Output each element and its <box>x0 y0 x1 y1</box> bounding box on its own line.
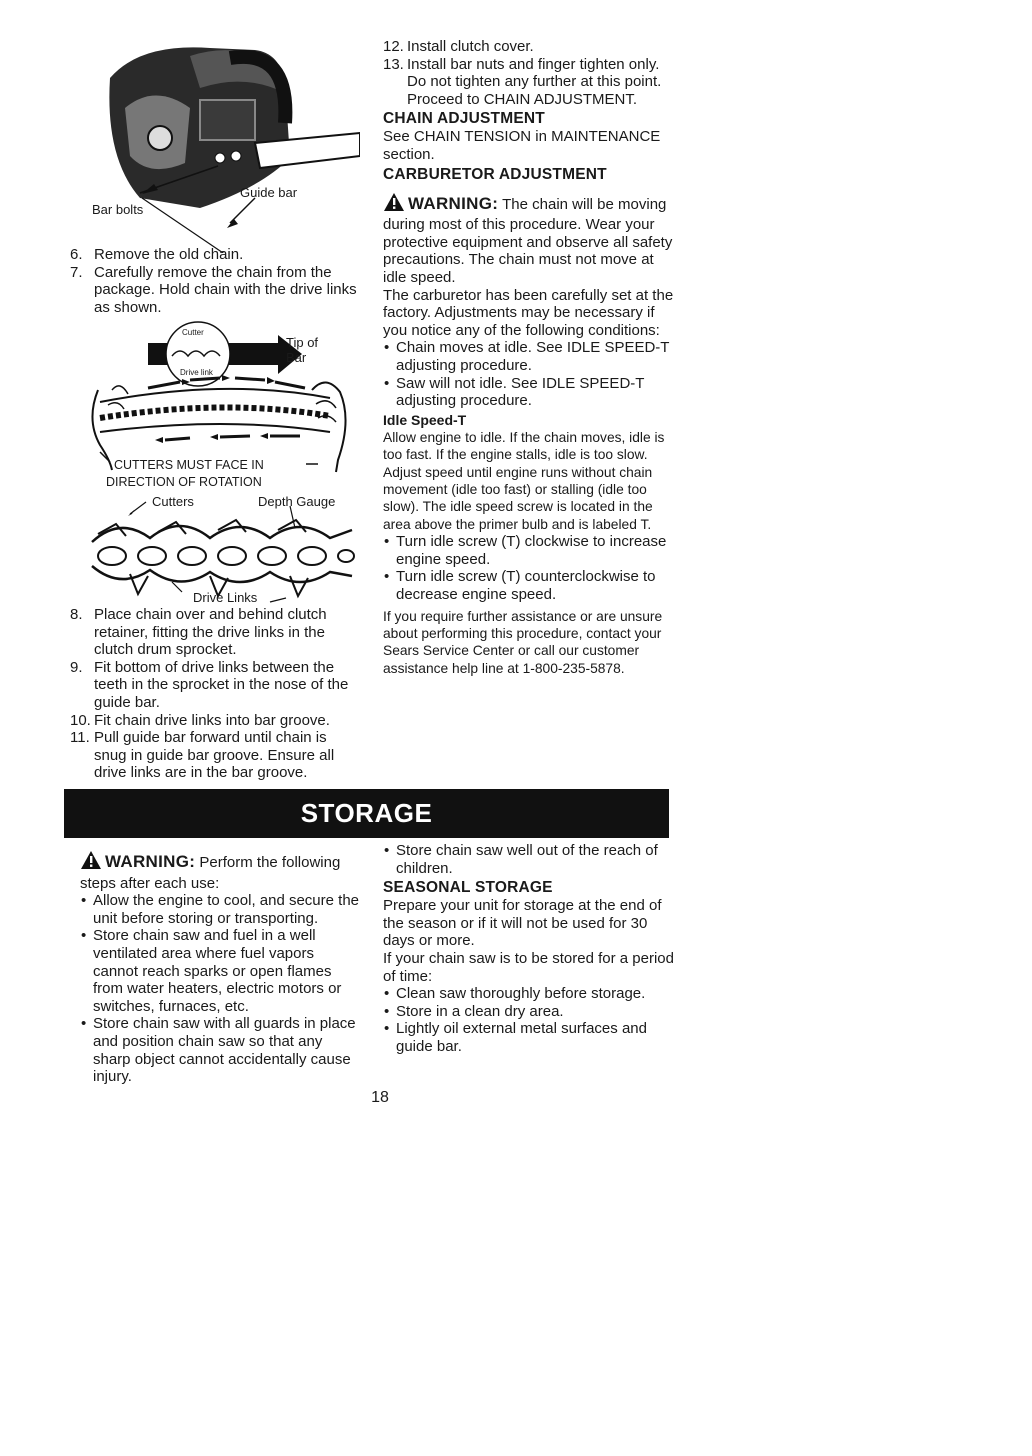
warning-text: Perform the following steps after each use: <box>80 854 341 892</box>
heading-chain-adjustment: CHAIN ADJUSTMENT <box>383 110 545 128</box>
steps-6-7 <box>70 246 360 316</box>
seasonal-paragraph-1: Prepare your unit for storage at the end of the season or if it will not be used for 30 days or more. <box>383 897 662 950</box>
caption-cutters-face: CUTTERS MUST FACE IN <box>114 458 264 472</box>
storage-bullets <box>80 892 360 1086</box>
step-12: 12. Install clutch cover. <box>383 38 534 55</box>
carburetor-paragraph: The carburetor has been carefully set at the factory. Adjustments may be necessary if you notice any of the following conditions: <box>383 286 674 339</box>
label-drive-link: Drive link <box>180 368 213 377</box>
list-item: • Saw will not idle. See IDLE SPEED-T adjusting procedure. <box>383 375 675 410</box>
seasonal-bullets <box>383 985 675 1055</box>
storage-right-bullets <box>383 842 675 877</box>
step-8: 8. Place chain over and behind clutch retainer, fitting the drive links in the clutch drum sprocket. <box>70 606 327 659</box>
heading-seasonal-storage: SEASONAL STORAGE <box>383 879 553 897</box>
list-item: • Lightly oil external metal surfaces and guide bar. <box>383 1020 675 1055</box>
carburetor-conditions <box>383 339 675 409</box>
list-item: • Store chain saw well out of the reach of children. <box>383 842 675 877</box>
storage-left-column <box>80 850 360 1086</box>
page-number: 18 <box>371 1089 389 1106</box>
list-item: • Store chain saw with all guards in place and position chain saw so that any sharp object cannot accidentally cause injury. <box>80 1015 360 1085</box>
step-7: 7. Carefully remove the chain from the package. Hold chain with the drive links as shown. <box>70 263 357 316</box>
label-guide-bar: Guide bar <box>240 185 298 200</box>
step-10: 10. Fit chain drive links into bar groove. <box>70 711 330 729</box>
list-item: • Allow the engine to cool, and secure the unit before storing or transporting. <box>80 892 360 927</box>
warning-icon <box>383 192 405 217</box>
list-item: • Turn idle screw (T) clockwise to increase engine speed. <box>383 533 675 568</box>
step-6: 6. Remove the old chain. <box>70 246 244 263</box>
label-bar-bolts: Bar bolts <box>92 202 144 217</box>
step-13: 13. Install bar nuts and finger tighten only. Do not tighten any further at this point. Proceed to CHAIN ADJUSTMENT. <box>383 55 662 108</box>
figure-chain-rotation <box>90 320 360 492</box>
figure-chain-parts <box>90 494 360 606</box>
label-cutters: Cutters <box>152 494 194 509</box>
storage-warning <box>80 850 360 892</box>
label-depth-gauge: Depth Gauge <box>258 494 336 509</box>
list-item: • Store in a clean dry area. <box>383 1003 675 1021</box>
list-item: • Store chain saw and fuel in a well ventilated area where fuel vapors cannot reach sparks or open flames from water heaters, electric motors or switches, furnaces, etc. <box>80 927 360 1015</box>
right-column-top <box>383 38 675 677</box>
storage-banner: STORAGE <box>64 789 669 838</box>
heading-carburetor-adjustment: CARBURETOR ADJUSTMENT <box>383 165 607 183</box>
list-item: • Turn idle screw (T) counterclockwise to decrease engine speed. <box>383 568 675 603</box>
idle-speed-bullets <box>383 533 675 603</box>
idle-speed-paragraph: Allow engine to idle. If the chain moves, idle is too fast. If the engine stalls, idle is too slow. Adjust speed until engine runs without chain movement (idle too fast) or stalling (idle too slow). The idle speed screw is located in the area above the primer bulb and is labeled T. <box>383 429 665 532</box>
seasonal-paragraph-2: If your chain saw is to be stored for a period of time: <box>383 949 674 985</box>
caption-direction-rotation: DIRECTION OF ROTATION <box>106 475 262 489</box>
label-tip-of-bar: Tip of Bar <box>286 335 319 365</box>
warning-text: The chain will be moving during most of this procedure. Wear your protective equipment and observe all safety precautions. The chain must not move at idle speed. <box>383 195 673 286</box>
warning-label: WARNING: <box>105 852 196 871</box>
figure-chainsaw-bar <box>80 38 360 253</box>
label-cutter: Cutter <box>182 328 204 337</box>
warning-icon <box>80 850 102 875</box>
warning-label: WARNING: <box>408 193 499 213</box>
heading-idle-speed: Idle Speed-T <box>383 411 467 428</box>
assistance-paragraph: If you require further assistance or are unsure about performing this procedure, contact your Sears Service Center or call our customer assistance help line at 1-800-235-5878. <box>383 608 663 676</box>
steps-8-11 <box>70 606 360 782</box>
step-9: 9. Fit bottom of drive links between the teeth in the sprocket in the nose of the guide bar. <box>70 658 349 711</box>
label-drive-links: Drive Links <box>193 590 258 605</box>
step-11: 11. Pull guide bar forward until chain is snug in guide bar groove. Ensure all drive links are in the bar groove. <box>70 729 335 782</box>
list-item: • Clean saw thoroughly before storage. <box>383 985 675 1003</box>
carburetor-warning <box>383 192 675 287</box>
storage-right-column <box>383 842 675 1056</box>
chain-adjustment-text: See CHAIN TENSION in MAINTENANCE section. <box>383 128 661 163</box>
chainsaw-illustration <box>80 38 360 253</box>
list-item: • Chain moves at idle. See IDLE SPEED-T adjusting procedure. <box>383 339 675 374</box>
